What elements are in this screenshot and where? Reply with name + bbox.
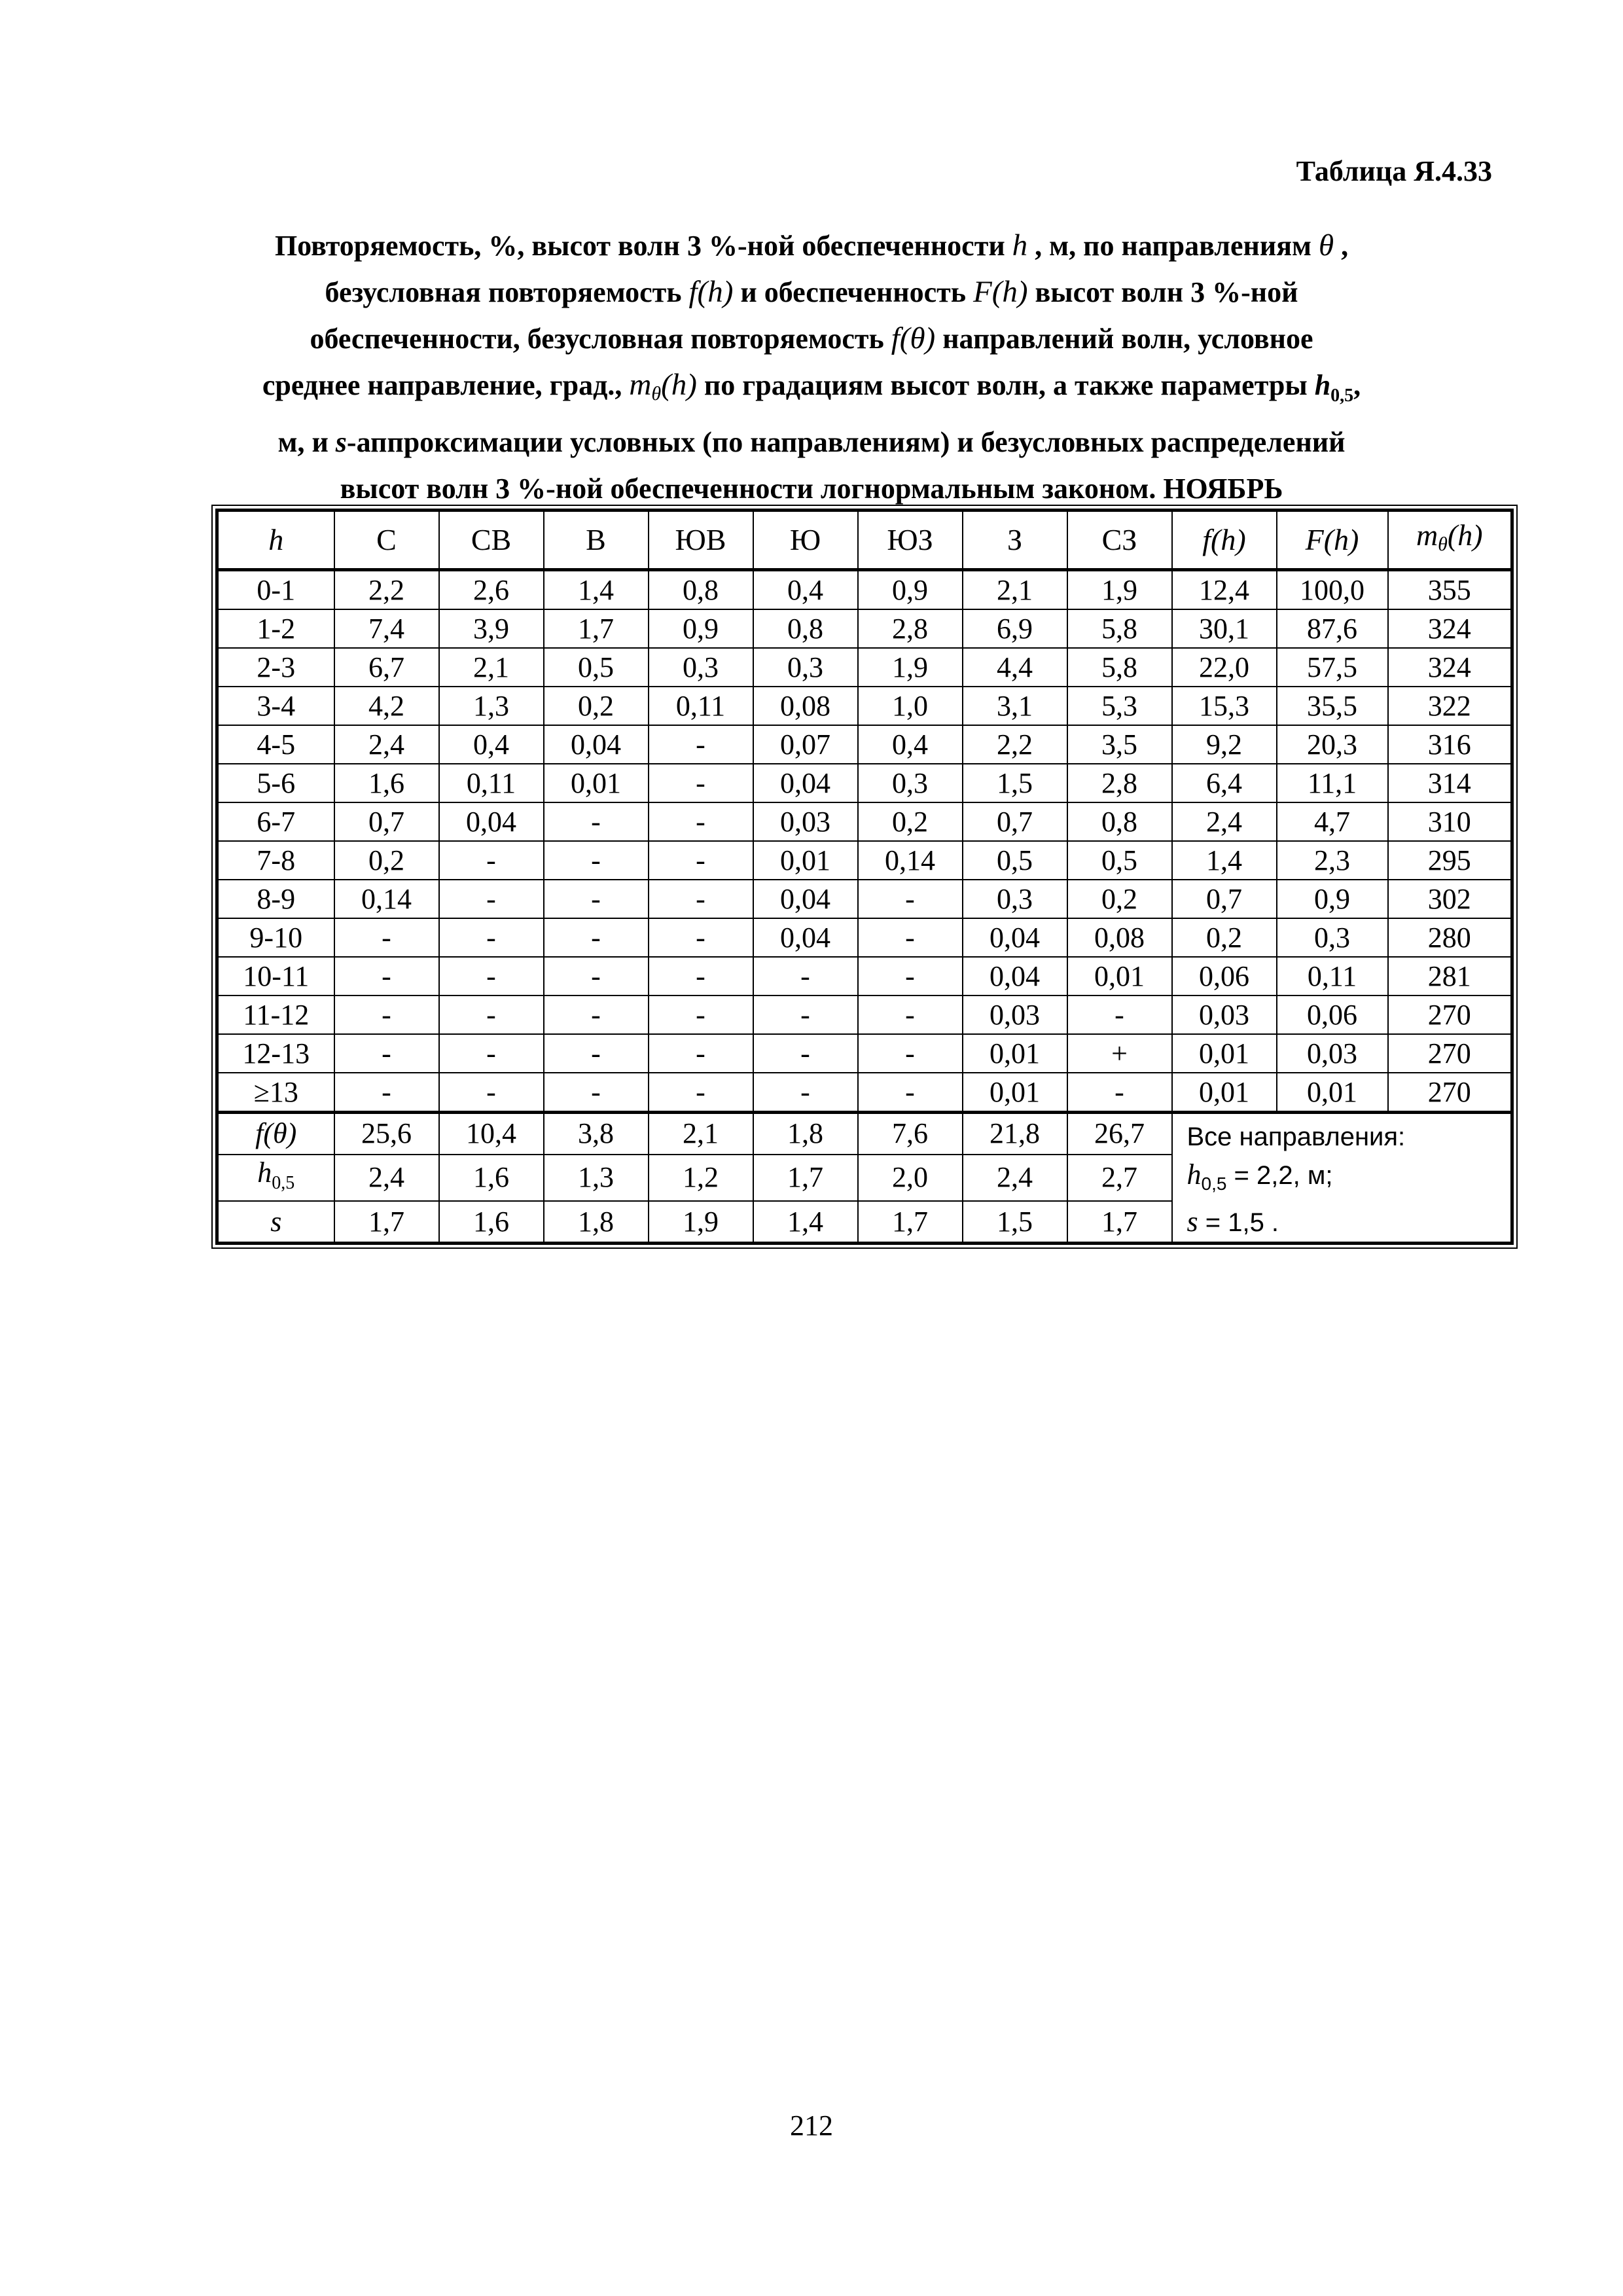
table-row: [217, 1034, 1512, 1073]
table-cell: 87,6: [1277, 609, 1388, 648]
table-cell: 1,4: [544, 570, 649, 610]
footer-cell: 1,7: [334, 1201, 439, 1243]
caption-math-Fh: F(h): [972, 275, 1028, 309]
table-cell: 0,08: [1067, 918, 1172, 957]
table-cell: 310: [1388, 802, 1512, 841]
table-cell: -: [544, 957, 649, 996]
row-height-range: 12-13: [217, 1034, 334, 1073]
table-row: [217, 1073, 1512, 1113]
caption-math-h: h: [1012, 228, 1028, 262]
header-m-subscript: θ: [1438, 533, 1448, 555]
table-cell: 0,04: [753, 880, 858, 918]
table-cell: -: [858, 1034, 963, 1073]
table-cell: -: [858, 1073, 963, 1113]
table-cell: 0,3: [963, 880, 1067, 918]
table-cell: 5,3: [1067, 687, 1172, 725]
footer-cell: 2,4: [963, 1155, 1067, 1202]
caption-text: безусловная повторяемость: [325, 276, 689, 308]
table-cell: 5,8: [1067, 609, 1172, 648]
table-cell: -: [649, 802, 753, 841]
table-row: [217, 996, 1512, 1034]
h05-symbol: h: [257, 1156, 272, 1189]
table-cell: 0,7: [1172, 880, 1277, 918]
table-label: Таблица Я.4.33: [1296, 155, 1492, 187]
table-row: [217, 802, 1512, 841]
table-cell: -: [544, 996, 649, 1034]
table-cell: 0,06: [1277, 996, 1388, 1034]
footer-cell: 1,2: [649, 1155, 753, 1202]
table-cell: 316: [1388, 725, 1512, 764]
table-cell: 4,4: [963, 648, 1067, 687]
table-caption: [164, 223, 1459, 512]
table-cell: 0,14: [334, 880, 439, 918]
table-cell: 0,11: [439, 764, 544, 802]
row-height-range: 5-6: [217, 764, 334, 802]
table-cell: -: [334, 1073, 439, 1113]
table-cell: 0,01: [544, 764, 649, 802]
table-cell: -: [439, 880, 544, 918]
footer-row-f-theta: [217, 1113, 1512, 1155]
table-cell: 0,03: [1277, 1034, 1388, 1073]
table-cell: 1,9: [858, 648, 963, 687]
row-height-range: 7-8: [217, 841, 334, 880]
footer-cell: 26,7: [1067, 1113, 1172, 1155]
table-cell: -: [1067, 1073, 1172, 1113]
table-cell: 15,3: [1172, 687, 1277, 725]
table-row: [217, 687, 1512, 725]
row-height-range: 4-5: [217, 725, 334, 764]
header-dir: В: [544, 511, 649, 570]
caption-text: Повторяемость, %, высот волн 3 %-ной обеспеченности: [274, 230, 1012, 262]
caption-line-4: [164, 362, 1459, 419]
footer-cell: 1,6: [439, 1155, 544, 1202]
table-cell: 0,3: [649, 648, 753, 687]
table-cell: 1,0: [858, 687, 963, 725]
footer-cell: 21,8: [963, 1113, 1067, 1155]
wave-height-table: [215, 509, 1514, 1245]
header-dir: СЗ: [1067, 511, 1172, 570]
header-row: [217, 511, 1512, 570]
caption-math-m-sub: θ: [651, 383, 662, 404]
header-dir: ЮВ: [649, 511, 753, 570]
caption-line-6: высот волн 3 %-ной обеспеченности логнормальным законом. НОЯБРЬ: [340, 472, 1283, 505]
table-cell: 1,7: [544, 609, 649, 648]
table-cell: 0,7: [963, 802, 1067, 841]
table-cell: 22,0: [1172, 648, 1277, 687]
table-row: [217, 648, 1512, 687]
table-cell: 0,03: [963, 996, 1067, 1034]
caption-line-5: [164, 419, 1459, 465]
table-cell: 270: [1388, 996, 1512, 1034]
footer-cell: 2,7: [1067, 1155, 1172, 1202]
caption-math-ftheta: f(θ): [891, 321, 936, 355]
footer-cell: 2,1: [649, 1113, 753, 1155]
footer-cell: 1,5: [963, 1201, 1067, 1243]
table-cell: -: [649, 880, 753, 918]
table-cell: -: [439, 996, 544, 1034]
table-cell: 0,03: [753, 802, 858, 841]
footer-cell: 1,6: [439, 1201, 544, 1243]
table-cell: 0,3: [858, 764, 963, 802]
table-cell: 0,5: [963, 841, 1067, 880]
summary-s-symbol: s: [1186, 1206, 1198, 1238]
table-cell: -: [753, 1073, 858, 1113]
table-body: [217, 511, 1512, 1244]
table-cell: -: [544, 1034, 649, 1073]
table-cell: 6,7: [334, 648, 439, 687]
table-cell: 355: [1388, 570, 1512, 610]
caption-text: среднее направление, град.,: [262, 369, 630, 401]
header-m-theta: [1388, 511, 1512, 570]
table-cell: 270: [1388, 1073, 1512, 1113]
table-cell: 270: [1388, 1034, 1512, 1073]
summary-s: [1187, 1203, 1503, 1242]
table-cell: 324: [1388, 648, 1512, 687]
table-cell: 322: [1388, 687, 1512, 725]
table-cell: 3,5: [1067, 725, 1172, 764]
row-height-range: 6-7: [217, 802, 334, 841]
table-cell: -: [649, 918, 753, 957]
footer-cell: 1,8: [753, 1113, 858, 1155]
table-cell: -: [753, 996, 858, 1034]
table-cell: -: [649, 957, 753, 996]
table-cell: -: [544, 802, 649, 841]
table-cell: 0,11: [649, 687, 753, 725]
table-cell: 2,4: [1172, 802, 1277, 841]
table-cell: 0,01: [1172, 1034, 1277, 1073]
footer-cell: 1,7: [1067, 1201, 1172, 1243]
table-cell: 0,01: [963, 1073, 1067, 1113]
table-cell: 0,04: [544, 725, 649, 764]
table-row: [217, 957, 1512, 996]
summary-h05-symbol: h: [1186, 1158, 1202, 1191]
table-cell: 100,0: [1277, 570, 1388, 610]
table-cell: 2,4: [334, 725, 439, 764]
header-dir: ЮЗ: [858, 511, 963, 570]
table-cell: 0,9: [649, 609, 753, 648]
caption-text: -аппроксимации условных (по направлениям) и безусловных распределений: [346, 425, 1346, 458]
table-cell: 3,1: [963, 687, 1067, 725]
table-cell: 1,4: [1172, 841, 1277, 880]
table-cell: 4,7: [1277, 802, 1388, 841]
table-cell: 0,01: [1277, 1073, 1388, 1113]
table-cell: 281: [1388, 957, 1512, 996]
row-height-range: 0-1: [217, 570, 334, 610]
table-cell: 0,3: [1277, 918, 1388, 957]
caption-text: направлений волн, условное: [935, 323, 1313, 355]
caption-h05-subscript: 0,5: [1330, 385, 1354, 406]
table-cell: 0,8: [1067, 802, 1172, 841]
caption-h05-symbol: h: [1314, 369, 1331, 401]
table-cell: -: [544, 1073, 649, 1113]
caption-s-symbol: s: [335, 425, 347, 458]
footer-cell: 1,7: [858, 1201, 963, 1243]
table-cell: 0,4: [753, 570, 858, 610]
table-cell: 0,5: [544, 648, 649, 687]
table-row: [217, 570, 1512, 610]
caption-math-mtheta: [629, 368, 697, 402]
caption-math-fh: f(h): [688, 275, 734, 309]
summary-s-value: = 1,5 .: [1198, 1208, 1279, 1237]
table-cell: 2,8: [858, 609, 963, 648]
table-row: [217, 918, 1512, 957]
table-cell: -: [649, 996, 753, 1034]
table-cell: 2,3: [1277, 841, 1388, 880]
table-cell: +: [1067, 1034, 1172, 1073]
footer-cell: 10,4: [439, 1113, 544, 1155]
table-row: [217, 880, 1512, 918]
table-cell: 57,5: [1277, 648, 1388, 687]
caption-line-3: [164, 315, 1459, 362]
caption-math-m-arg: (h): [661, 368, 697, 402]
caption-text: ,: [1334, 230, 1349, 262]
caption-text: и обеспеченность: [733, 276, 973, 308]
footer-cell: 1,3: [544, 1155, 649, 1202]
table-cell: -: [439, 841, 544, 880]
table-cell: 5,8: [1067, 648, 1172, 687]
table-cell: 7,4: [334, 609, 439, 648]
table-cell: -: [858, 880, 963, 918]
header-dir: СВ: [439, 511, 544, 570]
table-cell: 0,11: [1277, 957, 1388, 996]
table-cell: 0,04: [963, 957, 1067, 996]
table-cell: 12,4: [1172, 570, 1277, 610]
table-cell: 3,9: [439, 609, 544, 648]
table-cell: 1,6: [334, 764, 439, 802]
table-cell: -: [858, 996, 963, 1034]
table-cell: 2,6: [439, 570, 544, 610]
table-cell: -: [1067, 996, 1172, 1034]
table-cell: 4,2: [334, 687, 439, 725]
caption-text: ,: [1353, 369, 1361, 401]
header-dir: С: [334, 511, 439, 570]
table-cell: 0,4: [439, 725, 544, 764]
footer-cell: 1,9: [649, 1201, 753, 1243]
table-cell: 2,1: [439, 648, 544, 687]
table-cell: 6,4: [1172, 764, 1277, 802]
row-height-range: 2-3: [217, 648, 334, 687]
caption-text: высот волн 3 %-ной: [1027, 276, 1298, 308]
caption-math-m: m: [629, 368, 652, 402]
footer-cell: 1,4: [753, 1201, 858, 1243]
row-height-range: 11-12: [217, 996, 334, 1034]
table-cell: -: [439, 1034, 544, 1073]
caption-text: обеспеченности, безусловная повторяемость: [310, 323, 891, 355]
table-cell: -: [649, 1073, 753, 1113]
table-cell: 0,2: [1172, 918, 1277, 957]
table-cell: 0,2: [544, 687, 649, 725]
summary-h05: [1187, 1156, 1503, 1203]
table-cell: -: [544, 880, 649, 918]
table-cell: 0,04: [753, 918, 858, 957]
footer-cell: 2,4: [334, 1155, 439, 1202]
table-cell: -: [544, 918, 649, 957]
row-height-range: ≥13: [217, 1073, 334, 1113]
footer-label-h05: [217, 1155, 334, 1202]
header-m-argument: (h): [1447, 518, 1483, 552]
caption-math-theta: θ: [1318, 228, 1334, 262]
table-cell: 0,14: [858, 841, 963, 880]
table-cell: 302: [1388, 880, 1512, 918]
table-row: [217, 841, 1512, 880]
footer-cell: 25,6: [334, 1113, 439, 1155]
table-cell: 0,3: [753, 648, 858, 687]
header-dir: Ю: [753, 511, 858, 570]
caption-h05: [1314, 369, 1354, 406]
table-cell: -: [753, 957, 858, 996]
table-cell: -: [334, 996, 439, 1034]
header-F-h: F(h): [1277, 511, 1388, 570]
row-height-range: 9-10: [217, 918, 334, 957]
footer-cell: 2,0: [858, 1155, 963, 1202]
table-cell: 9,2: [1172, 725, 1277, 764]
table-cell: 0,06: [1172, 957, 1277, 996]
table-cell: -: [439, 1073, 544, 1113]
table-cell: 6,9: [963, 609, 1067, 648]
footer-label-s: s: [217, 1201, 334, 1243]
table-cell: 0,8: [753, 609, 858, 648]
table-cell: -: [649, 1034, 753, 1073]
footer-cell: 1,7: [753, 1155, 858, 1202]
table-row: [217, 764, 1512, 802]
caption-text: , м, по направлениям: [1027, 230, 1319, 262]
row-height-range: 8-9: [217, 880, 334, 918]
footer-cell: 3,8: [544, 1113, 649, 1155]
summary-title: Все направления:: [1186, 1122, 1406, 1151]
header-m-symbol: m: [1416, 518, 1438, 552]
table-cell: 2,2: [963, 725, 1067, 764]
table-cell: 0,04: [439, 802, 544, 841]
table-cell: 30,1: [1172, 609, 1277, 648]
table-cell: 0,2: [858, 802, 963, 841]
table-cell: 0,01: [1172, 1073, 1277, 1113]
summary-h05-value: = 2,2, м;: [1226, 1161, 1333, 1190]
table-cell: 1,9: [1067, 570, 1172, 610]
table-cell: 2,1: [963, 570, 1067, 610]
table-cell: 35,5: [1277, 687, 1388, 725]
caption-text: по градациям высот волн, а также параметры: [696, 369, 1315, 401]
summary-h05-subscript: 0,5: [1201, 1174, 1227, 1194]
table-cell: 0,9: [858, 570, 963, 610]
row-height-range: 3-4: [217, 687, 334, 725]
h05-subscript: 0,5: [272, 1172, 295, 1193]
table-cell: 2,2: [334, 570, 439, 610]
header-dir: З: [963, 511, 1067, 570]
table-cell: 0,2: [334, 841, 439, 880]
table-cell: -: [334, 1034, 439, 1073]
table-cell: -: [858, 957, 963, 996]
table-cell: 1,5: [963, 764, 1067, 802]
row-height-range: 10-11: [217, 957, 334, 996]
table-cell: 280: [1388, 918, 1512, 957]
table-cell: 0,07: [753, 725, 858, 764]
footer-cell: 1,8: [544, 1201, 649, 1243]
table-cell: -: [753, 1034, 858, 1073]
table-cell: 1,3: [439, 687, 544, 725]
header-f-h: f(h): [1172, 511, 1277, 570]
page-number: 212: [790, 2109, 833, 2142]
table-cell: 20,3: [1277, 725, 1388, 764]
table-cell: 0,2: [1067, 880, 1172, 918]
header-h: h: [217, 511, 334, 570]
caption-text: м, и: [277, 425, 336, 458]
table-cell: 0,4: [858, 725, 963, 764]
table-cell: 2,8: [1067, 764, 1172, 802]
table-cell: 0,01: [753, 841, 858, 880]
summary-cell: [1172, 1113, 1512, 1244]
table-cell: -: [858, 918, 963, 957]
table-cell: 0,01: [963, 1034, 1067, 1073]
table-row: [217, 609, 1512, 648]
table-cell: -: [544, 841, 649, 880]
table-cell: 11,1: [1277, 764, 1388, 802]
footer-label-f-theta: f(θ): [217, 1113, 334, 1155]
table-cell: 0,01: [1067, 957, 1172, 996]
table-cell: -: [334, 957, 439, 996]
table-row: [217, 725, 1512, 764]
table-cell: 0,04: [753, 764, 858, 802]
table-cell: 324: [1388, 609, 1512, 648]
footer-cell: 7,6: [858, 1113, 963, 1155]
table-cell: 0,08: [753, 687, 858, 725]
table-cell: 0,7: [334, 802, 439, 841]
table-cell: -: [439, 918, 544, 957]
table-cell: 0,9: [1277, 880, 1388, 918]
table-cell: 0,5: [1067, 841, 1172, 880]
table-cell: -: [334, 918, 439, 957]
table-cell: 314: [1388, 764, 1512, 802]
table-cell: 0,03: [1172, 996, 1277, 1034]
table-cell: 295: [1388, 841, 1512, 880]
table-cell: -: [649, 841, 753, 880]
caption-line-1: [164, 223, 1459, 269]
table-cell: 0,04: [963, 918, 1067, 957]
caption-line-2: [164, 269, 1459, 315]
table-cell: -: [649, 764, 753, 802]
table-cell: 0,8: [649, 570, 753, 610]
table-cell: -: [439, 957, 544, 996]
row-height-range: 1-2: [217, 609, 334, 648]
table-cell: -: [649, 725, 753, 764]
